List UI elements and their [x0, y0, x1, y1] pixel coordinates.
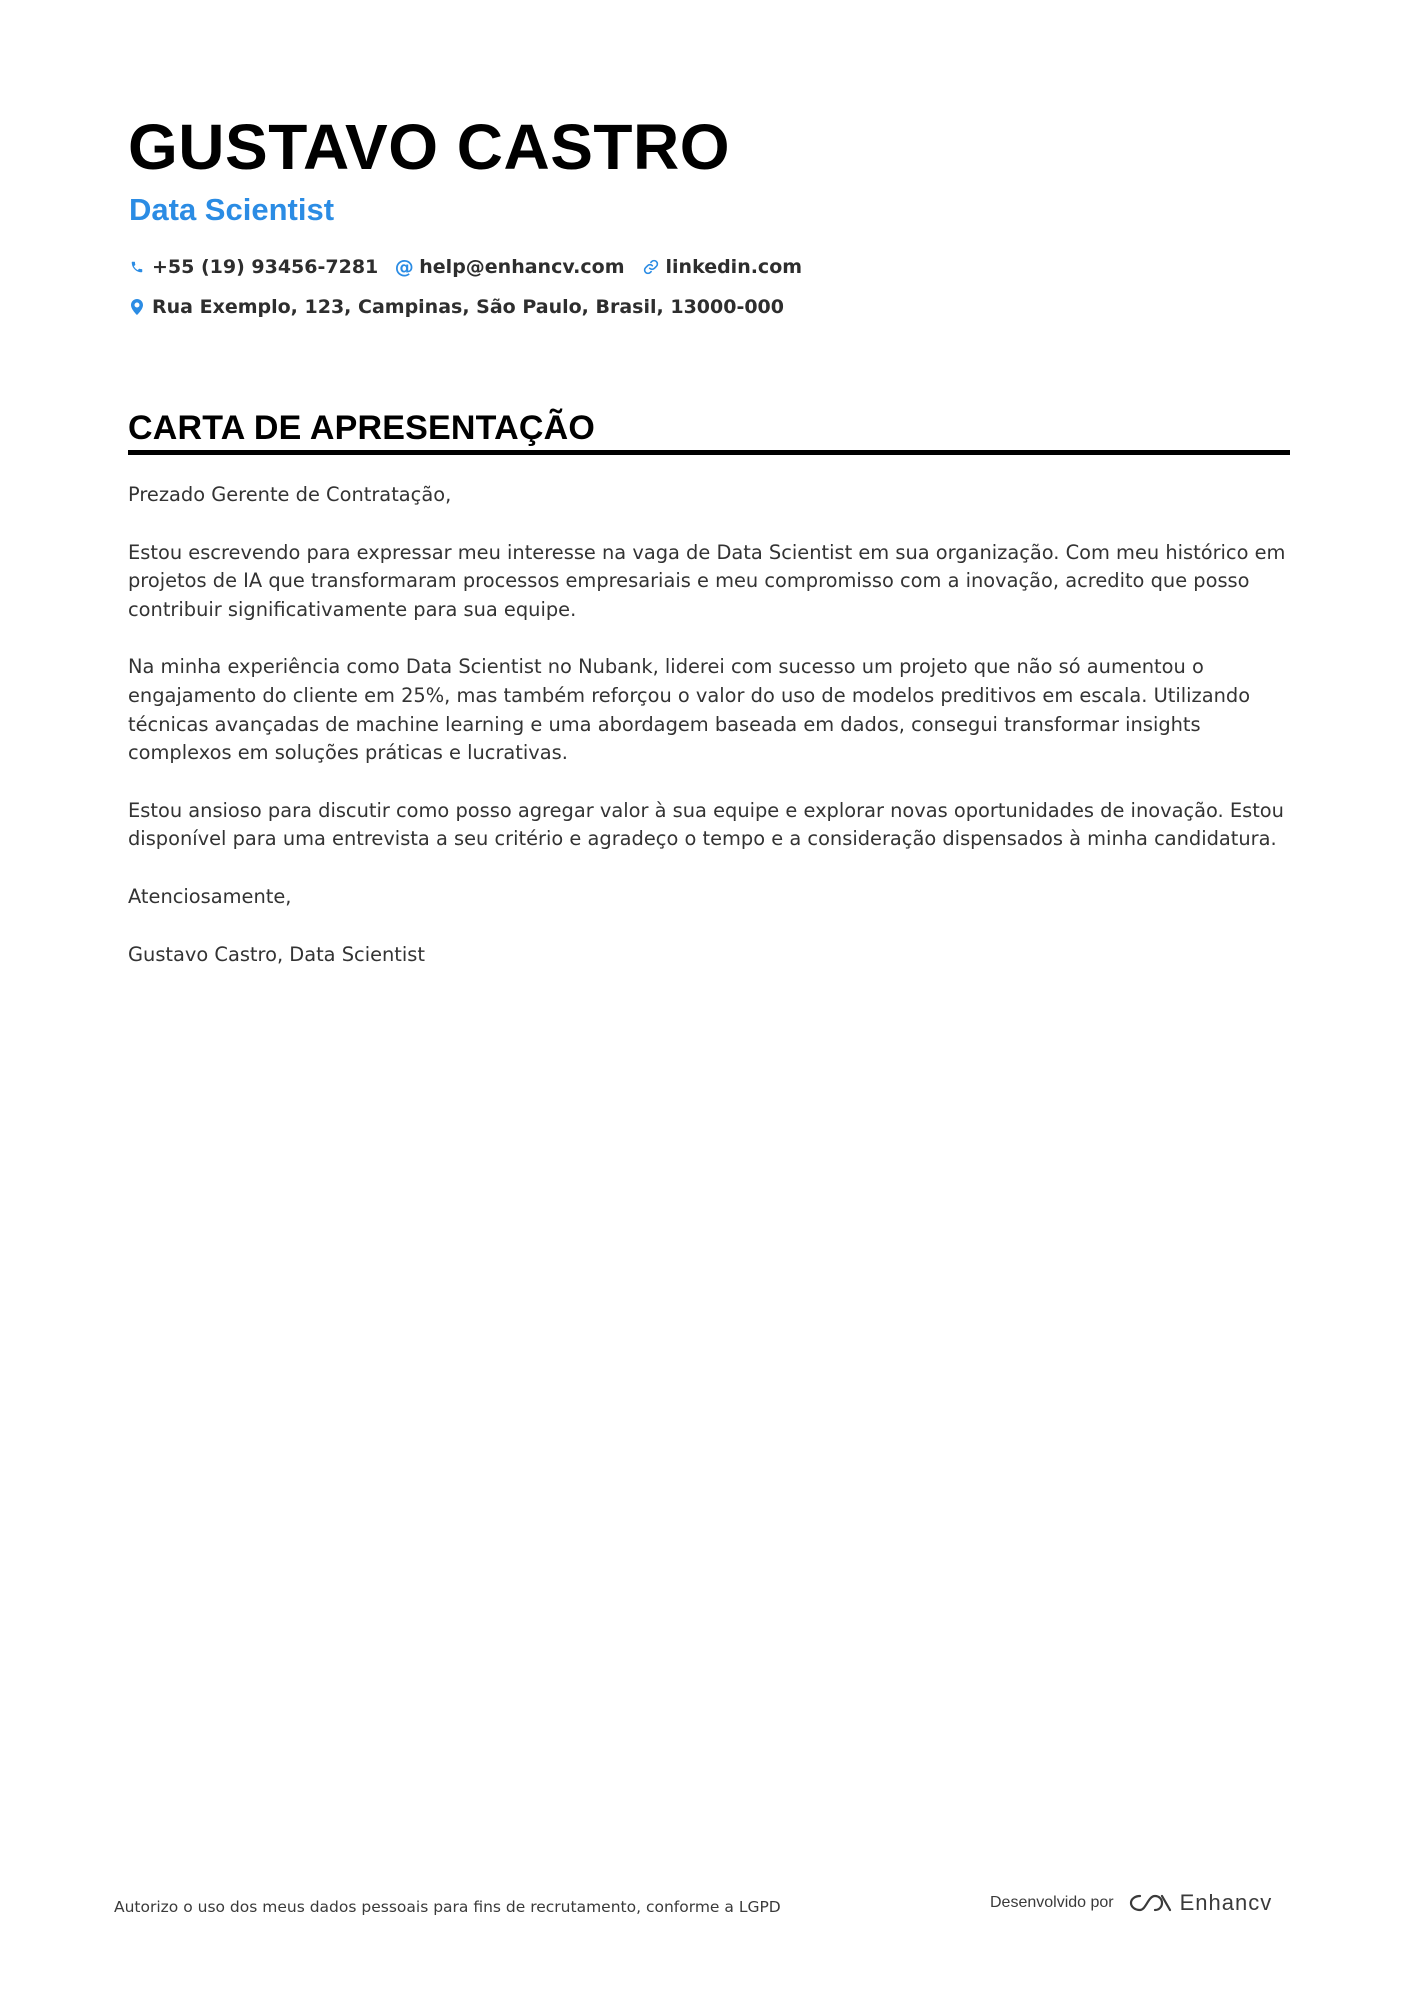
enhancv-logo-icon: [1126, 1891, 1172, 1915]
section-divider: [128, 450, 1290, 455]
address-row: [129, 294, 802, 320]
signature: Gustavo Castro, Data Scientist: [128, 942, 426, 966]
section-title: CARTA DE APRESENTAÇÃO: [128, 409, 595, 447]
email-text: help@enhancv.com: [419, 256, 625, 278]
contact-link[interactable]: [643, 254, 803, 280]
phone-text: +55 (19) 93456-7281: [152, 256, 379, 278]
candidate-role: Data Scientist: [129, 192, 335, 227]
link-icon: [643, 258, 659, 276]
location-pin-icon: [129, 298, 145, 316]
footer-consent: Autorizo o uso dos meus dados pessoais para fins de recrutamento, conforme a LGPD: [114, 1898, 781, 1916]
powered-by-label: Desenvolvido por: [990, 1894, 1114, 1911]
footer-brand[interactable]: [990, 1890, 1272, 1916]
letter-paragraph: Estou ansioso para discutir como posso agregar valor à sua equipe e explorar novas oportunidades de inovação. Estou disponível para uma entrevista a seu critério e agradeço o tempo e a consideração dispensados à minha candidatura.: [128, 798, 1284, 851]
contact-phone: [129, 254, 378, 280]
letter-body: [128, 481, 1303, 998]
contact-address: [129, 294, 784, 320]
brand-name: Enhancv: [1179, 1890, 1273, 1915]
letter-paragraph: Estou escrevendo para expressar meu interesse na vaga de Data Scientist em sua organização. Com meu histórico em projetos de IA que transformaram processos empresariais e meu compromisso com a inovação, acredito que posso contribuir significativamente para sua equipe.: [128, 540, 1286, 621]
at-icon: @: [394, 256, 414, 278]
contact-row: [129, 254, 820, 280]
address-text: Rua Exemplo, 123, Campinas, São Paulo, Brasil, 13000-000: [152, 296, 784, 318]
salutation: Prezado Gerente de Contratação,: [128, 483, 452, 506]
closing: Atenciosamente,: [128, 884, 292, 908]
contact-email[interactable]: [396, 254, 624, 280]
letter-paragraph: Na minha experiência como Data Scientist no Nubank, liderei com sucesso um projeto que não só aumentou o engajamento do cliente em 25%, mas também reforçou o valor do uso de modelos preditivos em escala. Utilizando técnicas avançadas de machine learning e uma abordagem baseada em dados, consegui transformar insights complexos em soluções práticas e lucrativas.: [128, 655, 1251, 765]
candidate-name: GUSTAVO CASTRO: [128, 111, 730, 183]
phone-icon: [129, 258, 145, 276]
link-text: linkedin.com: [665, 256, 803, 278]
